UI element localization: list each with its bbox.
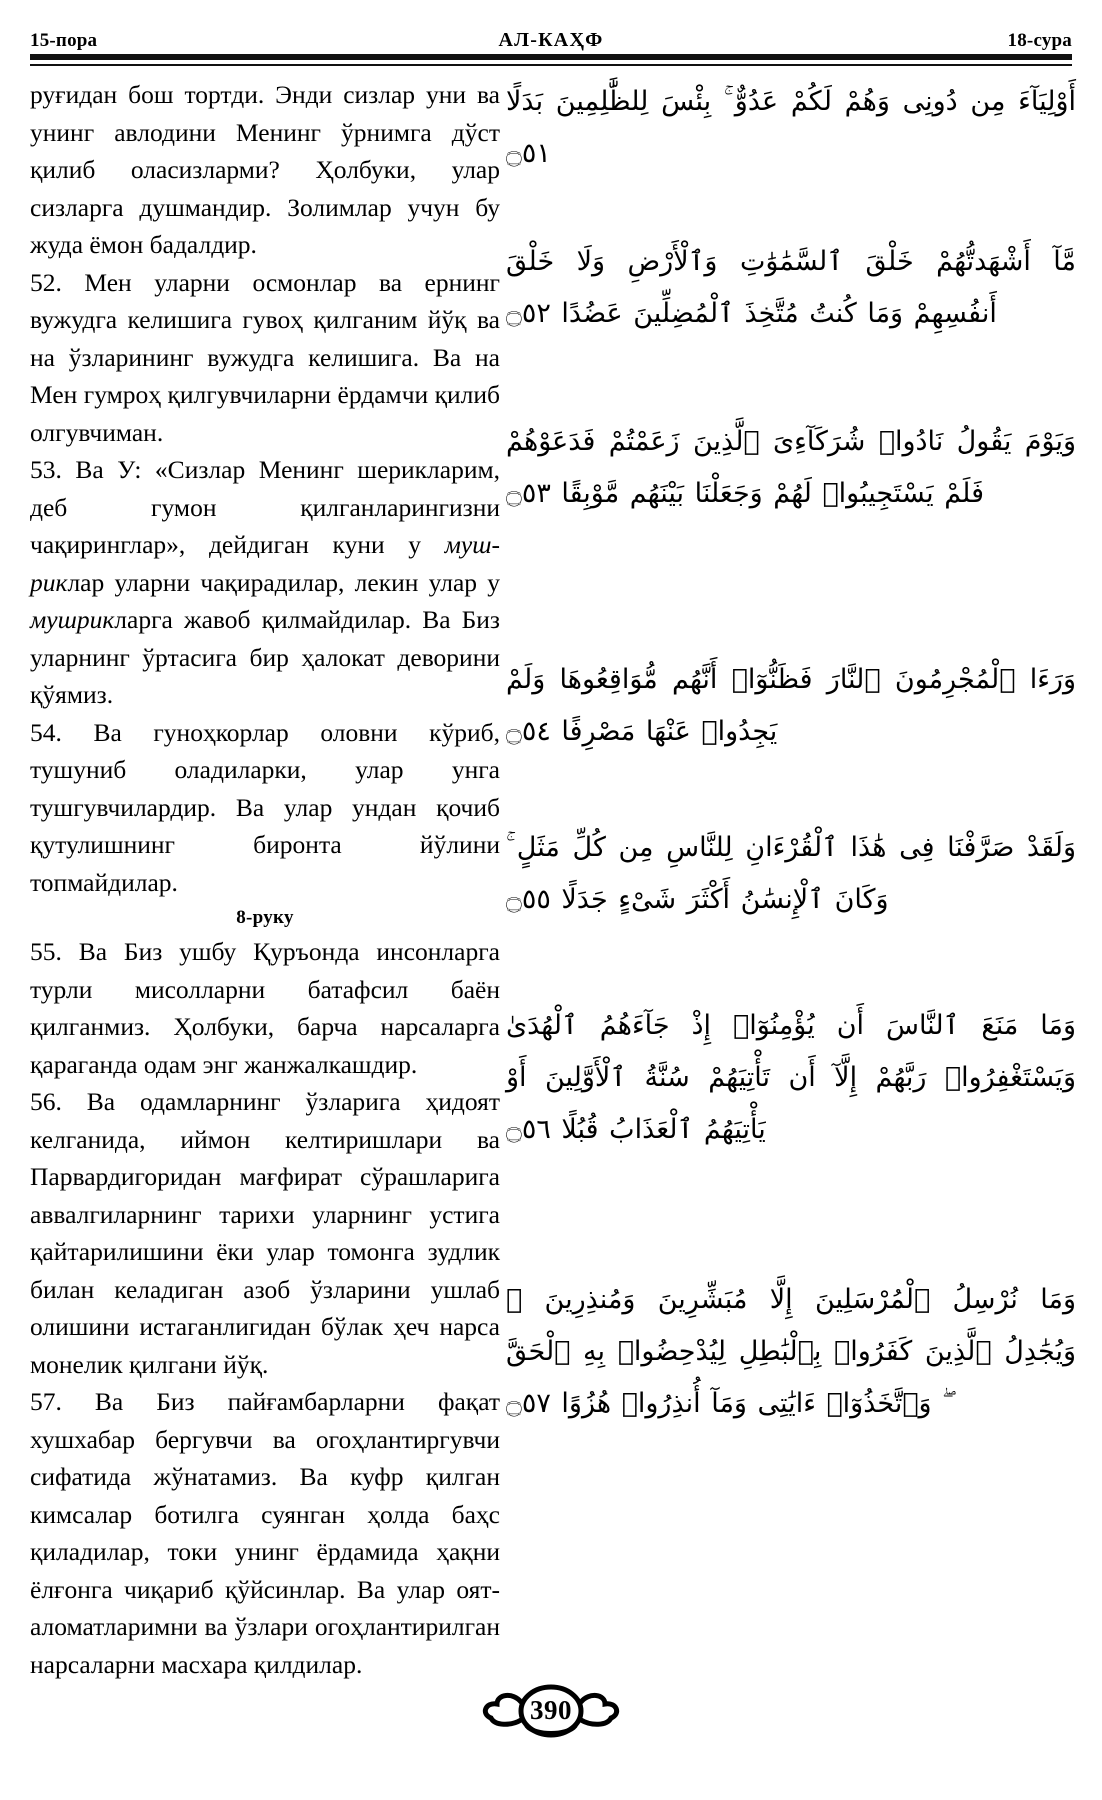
running-header (30, 22, 1072, 52)
arabic-verse-53: وَيَوْمَ يَقُولُ نَادُوا۟ شُرَكَآءِىَ ٱلَّذِينَ زَعَمْتُمْ فَدَعَوْهُمْ فَلَمْ يَسْتَجِيبُوا۟ لَهُمْ وَجَعَلْنَا بَيْنَهُم مَّوْبِقًا ۝٥٣ (506, 426, 1076, 509)
paragraph-verse-55: 55. Ва Биз ушбу Қуръонда инсонларга турли мисолларни батафсил баён қилганмиз. Ҳолбуки, барча нарсаларга қараганда одам энг жанжалкашдир. (30, 937, 500, 1079)
verse-53-italic-mushriklar-2: рик (30, 567, 68, 597)
arabic-text-column (506, 76, 1076, 1492)
paragraph-verse-52: 52. Мен уларни осмонлар ва ернинг вужудга келишига гувоҳ қилганим йўқ ва на ўзларининг вужудга келишига. Ва на Мен гумроҳ қилгувчиларни ёрдамчи қилиб олгувчиман. (30, 267, 500, 447)
arabic-verse-51: أَوْلِيَآءَ مِن دُونِى وَهُمْ لَكُمْ عَدُوٌّ ۚ بِئْسَ لِلظَّٰلِمِينَ بَدَلًا ۝٥١ (506, 86, 1076, 169)
paragraph-verse-57: 57. Ва Биз пайғамбарларни фақат хушхабар бергувчи ва огоҳлантиргувчи сифатида жўнатамиз. Ва куфр қилган кимсалар ботилга суянган ҳолда баҳс қиладилар, токи унинг ёрдамида ҳақни ёлғонга чиқариб қўйсинлар. Ва улар оят-аломатларимни ва ўзлари огоҳлантирилган нарсаларни масхара қилдилар. (30, 1387, 500, 1679)
header-surah-number-label: 18-сура (1007, 30, 1072, 51)
ruku-marker: 8-руку (236, 907, 294, 928)
header-surah-title: АЛ-КАҲФ (498, 29, 604, 51)
verse-53-italic-mushriklar-3: мушрик (30, 605, 115, 634)
arabic-verse-52: مَّآ أَشْهَدتُّهُمْ خَلْقَ ٱلسَّمَٰوَٰتِ وَٱلْأَرْضِ وَلَا خَلْقَ أَنفُسِهِمْ وَمَا كُنتُ مُتَّخِذَ ٱلْمُضِلِّينَ عَضُدًا ۝٥٢ (506, 246, 1076, 329)
page-number-cartouche (475, 1682, 627, 1740)
verse-53-italic-mushriklar-1: муш- (444, 530, 500, 559)
arabic-verse-54: وَرَءَا ٱلْمُجْرِمُونَ ٱلنَّارَ فَظَنُّوٓا۟ أَنَّهُم مُّوَاقِعُوهَا وَلَمْ يَجِدُوا۟ عَنْهَا مَصْرِفًا ۝٥٤ (506, 664, 1076, 747)
uzbek-translation-column (30, 76, 500, 1683)
header-rule-thin (30, 64, 1072, 66)
verse-53-segment-2: лар уларни чақирадилар, лекин улар у (67, 567, 500, 597)
verse-53-segment-1: 53. Ва У: «Сизлар Менинг шерикларим, деб гумон қилганларингизни чақиринглар», дейдиган куни у (30, 455, 500, 559)
page-body (30, 76, 1076, 1679)
page-number: 390 (530, 1694, 572, 1725)
arabic-verse-56: وَمَا مَنَعَ ٱلنَّاسَ أَن يُؤْمِنُوٓا۟ إِذْ جَآءَهُمُ ٱلْهُدَىٰ وَيَسْتَغْفِرُوا۟ رَبَّهُمْ إِلَّآ أَن تَأْتِيَهُمْ سُنَّةُ ٱلْأَوَّلِينَ أَوْ يَأْتِيَهُمُ ٱلْعَذَابُ قُبُلًا ۝٥٦ (506, 1010, 1076, 1145)
header-juz-label: 15-пора (30, 30, 98, 51)
paragraph-verse-53 (30, 451, 500, 714)
paragraph-verse-54: 54. Ва гуноҳкорлар оловни кўриб, тушуниб оладиларки, улар унга тушгувчилардир. Ва улар ундан қочиб қутулишнинг биронта йўлини топмайдилар. (30, 717, 500, 897)
arabic-verse-57: وَمَا نُرْسِلُ ٱلْمُرْسَلِينَ إِلَّا مُبَشِّرِينَ وَمُنذِرِينَ ۚ وَيُجَٰدِلُ ٱلَّذِينَ كَفَرُوا۟ بِٱلْبَٰطِلِ لِيُدْحِضُوا۟ بِهِ ٱلْحَقَّ ۖ وَٱتَّخَذُوٓا۟ ءَايَٰتِى وَمَآ أُنذِرُوا۟ هُزُوًا ۝٥٧ (506, 1284, 1076, 1419)
verse-53-segment-3: ларга жавоб қилмайдилар. Ва Биз уларнинг ўртасига бир ҳалокат деворини қўямиз. (30, 605, 500, 709)
page-footer (0, 1682, 1102, 1740)
header-rule-thick (30, 54, 1072, 60)
arabic-verse-55: وَلَقَدْ صَرَّفْنَا فِى هَٰذَا ٱلْقُرْءَانِ لِلنَّاسِ مِن كُلِّ مَثَلٍ ۚ وَكَانَ ٱلْإِنسَٰنُ أَكْثَرَ شَىْءٍ جَدَلًا ۝٥٥ (506, 832, 1076, 915)
paragraph-continuation-51: руғидан бош тортди. Энди сизлар уни ва унинг авлодини Менинг ўрнимга дўст қилиб оласизларми? Ҳолбуки, улар сизларга душмандир. Золимлар учун бу жуда ёмон бадалдир. (30, 80, 500, 259)
paragraph-verse-56: 56. Ва одамларнинг ўзларига ҳидоят келганида, иймон келтиришлари ва Парвардигоридан мағфират сўрашларига аввалгиларнинг тарихи уларнинг устига қайтарилишини ёки улар томонга зудлик билан келадиган азоб ўзларини ушлаб олишини истаганлигидан бўлак ҳеч нарса монелик қилгани йўқ. (30, 1087, 500, 1379)
